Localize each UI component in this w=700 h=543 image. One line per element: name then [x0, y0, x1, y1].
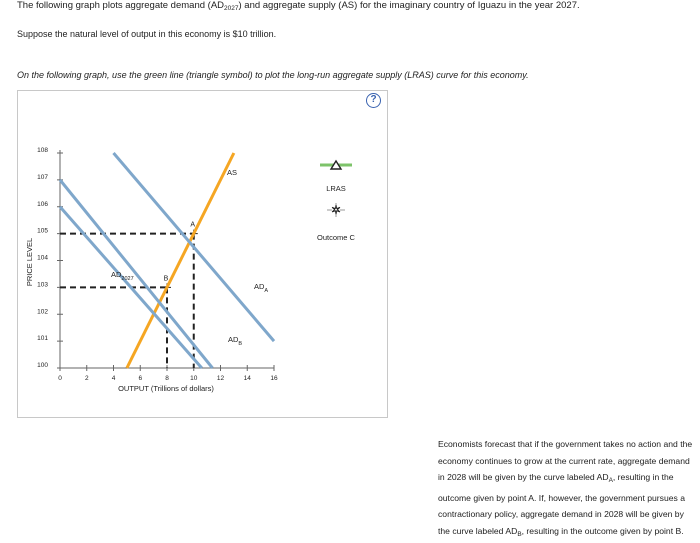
lras-tool[interactable]	[320, 161, 352, 169]
star-icon[interactable]: ✶	[330, 203, 342, 217]
y-tick-label: 105	[37, 227, 48, 235]
outcome-c-tool[interactable]	[327, 203, 345, 217]
label-adb: $AD_B$	[228, 335, 243, 347]
y-tick-label: 108	[37, 147, 48, 154]
y-tick-label: 100	[37, 362, 48, 369]
y-tick-label: 107	[37, 173, 48, 181]
curve-adb	[60, 180, 212, 368]
x-tick-label: 4	[111, 375, 116, 382]
y-tick-label: 104	[37, 254, 48, 262]
label-as: AS	[227, 168, 238, 177]
y-tick-label: 103	[37, 281, 48, 289]
help-button[interactable]: ?	[366, 93, 381, 108]
x-tick-label: 12	[216, 375, 225, 382]
natural-level-text: Suppose the natural level of output in this economy is $10 trillion.	[17, 29, 277, 39]
x-tick-label: 0	[58, 375, 62, 382]
x-tick-label: 14	[243, 375, 251, 382]
label-ada: $AD_A$	[254, 282, 269, 294]
x-tick-label: 8	[165, 375, 169, 382]
point-label-a: A	[190, 221, 196, 229]
label-ad2027: $AD_{2027}$	[111, 270, 134, 282]
y-tick-label: 101	[37, 335, 48, 343]
y-tick-label: 102	[37, 308, 48, 316]
x-tick-label: 16	[270, 375, 278, 382]
point-label-b: B	[163, 275, 169, 283]
x-tick-label: 6	[138, 375, 143, 382]
y-tick-label: 106	[37, 200, 48, 208]
x-tick-label: 10	[190, 375, 198, 382]
x-axis-label: OUTPUT (Trillions of dollars)	[118, 384, 214, 393]
curve-ada	[114, 153, 275, 341]
forecast-paragraph: Economists forecast that if the government takes no action and the economy continues to grow at the current rate, aggregate demand in 2028 will be given by the curve labeled $AD_A$, resulting in the outcome given by point A. If, however, the government pursues a contractionary policy, aggregate demand in 2028 will be given by the curve labeled $AD_B$, resulting in the outcome given by point B.	[438, 439, 693, 538]
instruction-text: On the following graph, use the green line (triangle symbol) to plot the long-run aggregate supply (LRAS) curve for this economy.	[17, 70, 529, 80]
intro-text: The following graph plots aggregate demand $(AD_{2027})$ and aggregate supply (AS) for the imaginary country of Iguazu in the year 2027.	[17, 0, 580, 12]
x-tick-label: 2	[84, 375, 89, 382]
y-axis-label: PRICE LEVEL	[25, 237, 34, 287]
lras-legend-label: LRAS	[326, 184, 346, 193]
outcome-c-legend-label: Outcome C	[317, 233, 355, 242]
